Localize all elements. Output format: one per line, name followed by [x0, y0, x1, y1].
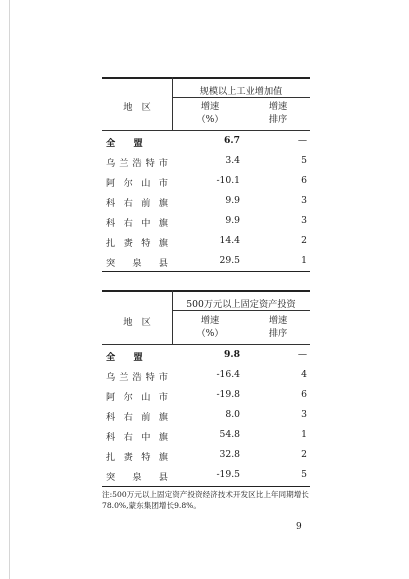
region-name: 突泉县: [106, 472, 168, 483]
rank-value: 4: [301, 369, 307, 380]
table-bottom-rule: [102, 486, 310, 487]
rank-header: [252, 314, 304, 340]
rank-header-line1: 增速: [268, 315, 288, 326]
growth-value: 8.0: [225, 409, 240, 420]
page-number: 9: [296, 522, 302, 532]
rank-value: 6: [301, 175, 307, 186]
region-header: 地 区: [123, 102, 151, 113]
rank-value: —: [297, 349, 307, 360]
growth-header-line1: 增速: [200, 315, 220, 326]
region-header: 地 区: [123, 317, 151, 328]
growth-header: [184, 100, 236, 126]
growth-value: 29.5: [219, 255, 240, 266]
page-edge: [9, 0, 10, 579]
growth-value: 54.8: [219, 429, 240, 440]
table-top-rule: [102, 290, 310, 292]
region-name: 科右前旗: [106, 198, 168, 209]
growth-header-line2: （%）: [196, 328, 224, 339]
region-name: 突泉县: [106, 258, 168, 269]
growth-value: -19.5: [216, 469, 240, 480]
region-name: 阿尔山市: [106, 178, 168, 189]
growth-value: 9.8: [224, 349, 240, 360]
growth-value: 3.4: [225, 155, 240, 166]
rank-value: 2: [301, 449, 307, 460]
header-bottom-rule: [102, 130, 310, 131]
region-name: 乌兰浩特市: [106, 158, 168, 169]
rank-header: [252, 100, 304, 126]
growth-value: 32.8: [219, 449, 240, 460]
table-top-rule: [102, 77, 310, 79]
region-name: 乌兰浩特市: [106, 372, 168, 383]
rank-value: 1: [301, 429, 307, 440]
header-mid-rule: [172, 97, 310, 98]
growth-value: 9.9: [225, 215, 240, 226]
table-bottom-rule: [102, 271, 310, 272]
industry-table: [102, 77, 310, 273]
growth-value: 9.9: [225, 195, 240, 206]
rank-header-line2: 排序: [268, 328, 288, 339]
region-name: 扎赉特旗: [106, 452, 168, 463]
group-header: 500万元以上固定资产投资: [186, 299, 296, 310]
rank-value: 5: [301, 469, 307, 480]
group-header: 规模以上工业增加值: [199, 86, 283, 97]
investment-table: [102, 290, 310, 488]
growth-header-line2: （%）: [196, 114, 224, 125]
region-name: 全 盟: [106, 138, 143, 149]
rank-value: 1: [301, 255, 307, 266]
region-name: 科右前旗: [106, 412, 168, 423]
region-name: 科右中旗: [106, 218, 168, 229]
rank-value: 3: [301, 215, 307, 226]
region-name: 阿尔山市: [106, 392, 168, 403]
rank-value: 2: [301, 235, 307, 246]
region-name: 扎赉特旗: [106, 238, 168, 249]
rank-header-line1: 增速: [268, 101, 288, 112]
header-mid-rule: [172, 310, 310, 311]
growth-value: -16.4: [216, 369, 240, 380]
rank-value: 3: [301, 195, 307, 206]
region-name: 科右中旗: [106, 432, 168, 443]
rank-header-line2: 排序: [268, 114, 288, 125]
growth-header-line1: 增速: [200, 101, 220, 112]
growth-value: -19.8: [216, 389, 240, 400]
rank-value: 3: [301, 409, 307, 420]
growth-value: 14.4: [219, 235, 240, 246]
growth-header: [184, 314, 236, 340]
footnote: 注:500万元以上固定资产投资经济技术开发区比上年同期增长78.0%,蒙东集团增长9.8%。: [102, 490, 309, 510]
growth-value: -10.1: [216, 175, 240, 186]
region-name: 全 盟: [106, 352, 143, 363]
rank-value: 5: [301, 155, 307, 166]
rank-value: 6: [301, 389, 307, 400]
rank-value: —: [297, 135, 307, 146]
growth-value: 6.7: [224, 135, 240, 146]
header-bottom-rule: [102, 344, 310, 345]
